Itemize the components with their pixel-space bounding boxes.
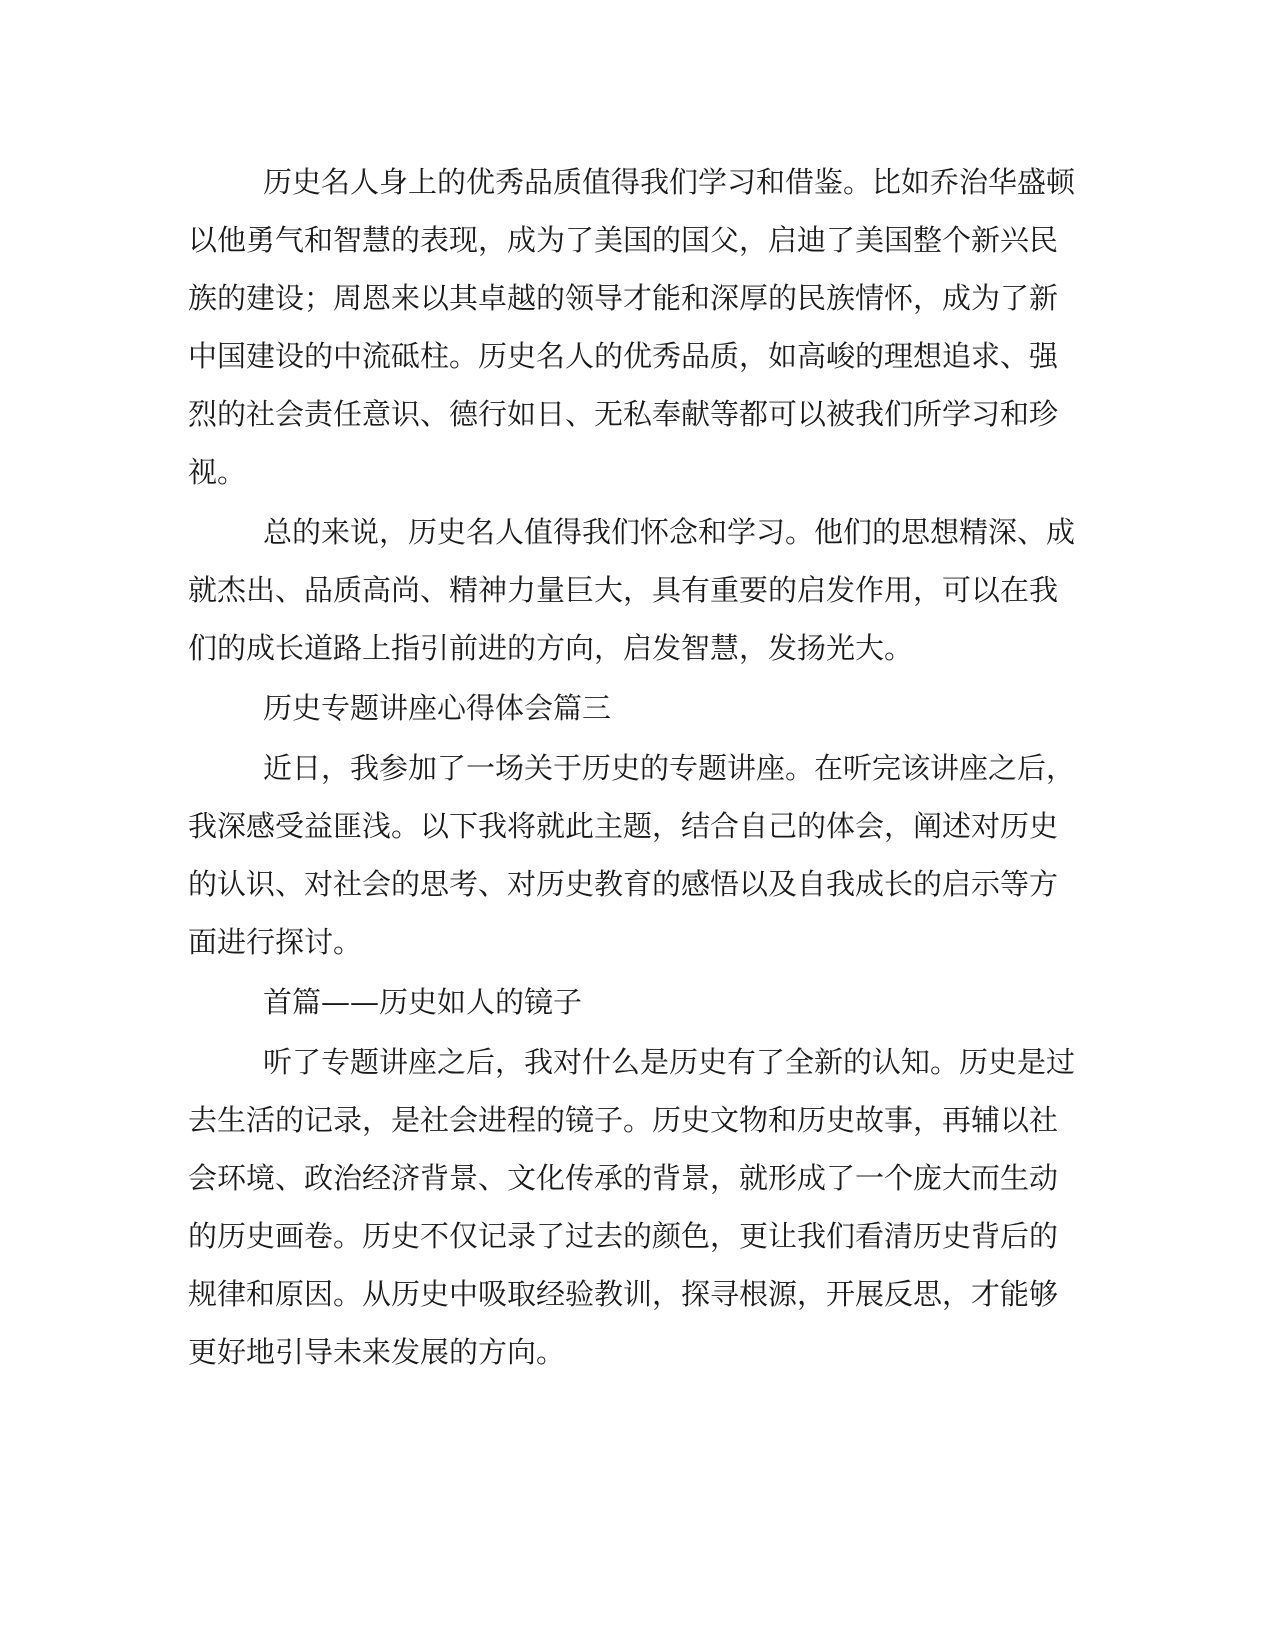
paragraph-line: 近日，我参加了一场关于历史的专题讲座。在听完该讲座之后， xyxy=(263,751,1076,785)
paragraph-line: 中国建设的中流砥柱。历史名人的优秀品质，如高峻的理想追求、强 xyxy=(188,339,1059,373)
section-heading: 历史专题讲座心得体会篇三 xyxy=(263,691,612,725)
paragraph-line: 以他勇气和智慧的表现，成为了美国的国父，启迪了美国整个新兴民 xyxy=(188,223,1059,257)
paragraph-line: 听了专题讲座之后，我对什么是历史有了全新的认知。历史是过 xyxy=(263,1045,1076,1079)
paragraph-line: 历史名人身上的优秀品质值得我们学习和借鉴。比如乔治华盛顿 xyxy=(263,165,1076,199)
paragraph-line: 就杰出、品质高尚、精神力量巨大，具有重要的启发作用，可以在我 xyxy=(188,573,1059,607)
paragraph-line: 视。 xyxy=(188,455,247,489)
paragraph-line: 更好地引导未来发展的方向。 xyxy=(188,1335,566,1369)
paragraph-line: 族的建设；周恩来以其卓越的领导才能和深厚的民族情怀，成为了新 xyxy=(188,281,1059,315)
paragraph-line: 的认识、对社会的思考、对历史教育的感悟以及自我成长的启示等方 xyxy=(188,867,1059,901)
paragraph-line: 烈的社会责任意识、德行如日、无私奉献等都可以被我们所学习和珍 xyxy=(188,397,1059,431)
paragraph-line: 的历史画卷。历史不仅记录了过去的颜色，更让我们看清历史背后的 xyxy=(188,1219,1059,1253)
paragraph-line: 总的来说，历史名人值得我们怀念和学习。他们的思想精深、成 xyxy=(263,515,1076,549)
paragraph-line: 会环境、政治经济背景、文化传承的背景，就形成了一个庞大而生动 xyxy=(188,1161,1059,1195)
subsection-heading: 首篇——历史如人的镜子 xyxy=(263,985,583,1019)
paragraph-line: 我深感受益匪浅。以下我将就此主题，结合自己的体会，阐述对历史 xyxy=(188,809,1059,843)
paragraph-line: 们的成长道路上指引前进的方向，启发智慧，发扬光大。 xyxy=(188,631,914,665)
paragraph-line: 规律和原因。从历史中吸取经验教训，探寻根源，开展反思，才能够 xyxy=(188,1277,1059,1311)
paragraph-line: 去生活的记录，是社会进程的镜子。历史文物和历史故事，再辅以社 xyxy=(188,1103,1059,1137)
paragraph-line: 面进行探讨。 xyxy=(188,925,363,959)
